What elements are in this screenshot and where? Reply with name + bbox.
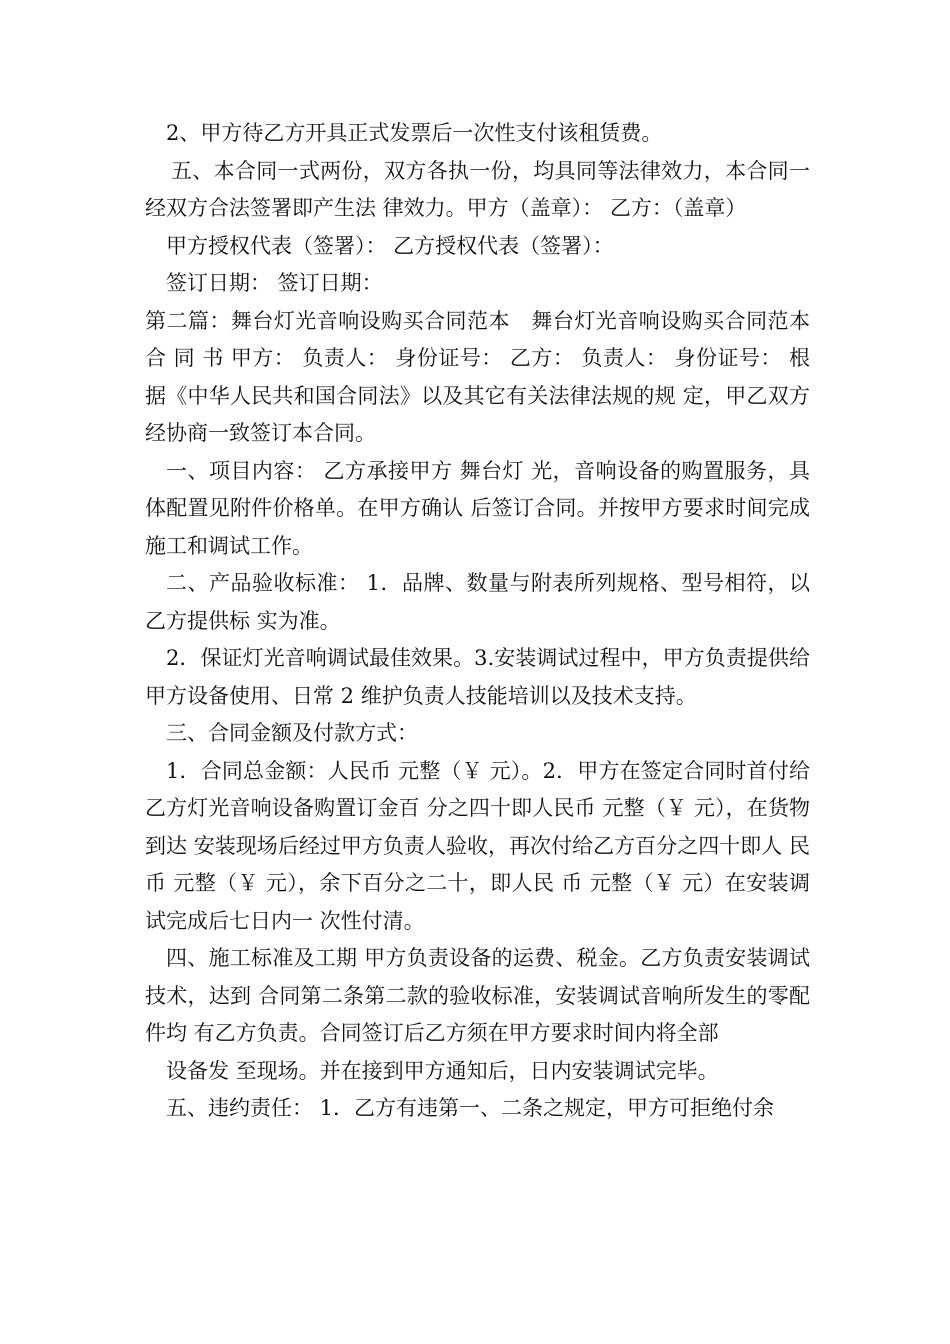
paragraph-signing-dates: 签订日期： 签订日期： [166,271,383,295]
paragraph-payment-schedule: 1．合同总金额：人民币 元整（￥ 元）。2．甲方在签定合同时首付给乙方灯光音响设备购置订金百 分之四十即人民币 元整（￥ 元），在货物到达 安装现场后经过甲方负责人验收，再次付给乙方百分之四十即人 民币 元整（￥ 元），余下百分之二十，即人民 币 元整（￥ 元）在安装调试完成后七日内一 次性付清。 [145,758,810,933]
paragraph-second-section-heading: 第二篇：舞台灯光音响设购买合同范本 舞台灯光音响设购买合同范本合 同 书 甲方： 负责人： 身份证号： 乙方： 负责人： 身份证号： 根据《中华人民共和国合同法》以及其它有关法律法规的规 定，甲乙双方经协商一致签订本合同。 [145,308,810,445]
paragraph-contract-copies: 五、本合同一式两份，双方各执一份，均具同等法律效力，本合同一经双方合法签署即产生法 律效力。甲方（盖章）： 乙方：（盖章） [145,158,810,220]
paragraph-acceptance-standard: 二、产品验收标准： 1．品牌、数量与附表所列规格、型号相符，以乙方提供标 实为准。 [145,571,810,633]
paragraph-payment-term: 2、甲方待乙方开具正式发票后一次性支付该租赁费。 [166,121,663,145]
paragraph-liability: 五、违约责任： 1．乙方有违第一、二条之规定，甲方可拒绝付余 [166,1096,775,1120]
paragraph-construction-standard: 四、施工标准及工期 甲方负责设备的运费、税金。乙方负责安装调试技术，达到 合同第二条第二款的验收标准，安装调试音响所发生的零配件均 有乙方负责。合同签订后乙方须在甲方要求时间内将全部 [145,946,810,1045]
paragraph-debugging-support: 2．保证灯光音响调试最佳效果。3.安装调试过程中，甲方负责提供给甲方设备使用、日常 2 维护负责人技能培训以及技术支持。 [145,646,810,708]
paragraph-delivery: 设备发 至现场。并在接到甲方通知后，日内安装调试完毕。 [166,1058,719,1083]
paragraph-authorized-reps: 甲方授权代表（签署）： 乙方授权代表（签署）： [166,233,614,258]
paragraph-project-content: 一、项目内容： 乙方承接甲方 舞台灯 光，音响设备的购置服务，具体配置见附件价格单。在甲方确认 后签订合同。并按甲方要求时间完成施工和调试工作。 [145,458,810,558]
paragraph-amount-heading: 三、合同金额及付款方式： [166,721,418,745]
